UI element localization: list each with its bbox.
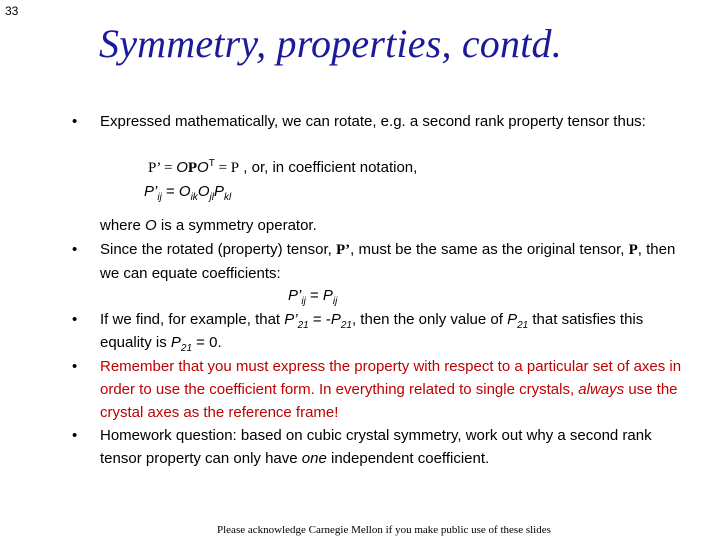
- b5-part1: Homework question: based on cubic crystal symmetry, work out why a second rank tensor property can only have: [100, 427, 652, 467]
- b2-part2: , must be the same as the original tensor,: [350, 241, 629, 258]
- eq1-tensor-p: P: [187, 160, 198, 176]
- where-operator-o: O: [145, 217, 157, 234]
- b5-emph: one: [301, 450, 327, 467]
- bullet-marker: •: [72, 358, 78, 375]
- coefficient-equation: [144, 180, 231, 203]
- b3-p: P: [330, 311, 341, 328]
- eq1-operator-o: O: [176, 159, 188, 176]
- eq1-lhs: P’ =: [148, 160, 177, 176]
- bullet-3-text: [100, 308, 690, 354]
- b3-part3: that satisfies this equality is: [100, 311, 644, 351]
- b3-sub4: 21: [180, 343, 193, 354]
- equate-coefficients-equation: [288, 284, 337, 307]
- b3-p-prime: P’: [284, 311, 298, 328]
- eq1-tail: , or, in coefficient notation,: [239, 159, 418, 176]
- where-suffix: is a symmetry operator.: [156, 217, 317, 234]
- b3-sub2: 21: [340, 320, 352, 331]
- rotation-equation: [148, 156, 417, 180]
- bullet-5-text: [100, 424, 690, 470]
- bullet-marker: •: [72, 311, 78, 328]
- eq2-p: P: [213, 183, 224, 200]
- b3-p2: P: [507, 311, 518, 328]
- eq2-equals: =: [161, 183, 179, 200]
- eq2-o2: O: [197, 183, 210, 200]
- eq2-p-sub: kl: [223, 192, 232, 203]
- eq3-rhs: P: [322, 287, 333, 304]
- where-line: [100, 214, 317, 237]
- b3-sub3: 21: [517, 320, 529, 331]
- eq1-rhs: = P: [214, 160, 240, 176]
- b3-p3: P: [170, 334, 181, 351]
- footer-note: Please acknowledge Carnegie Mellon if you make public use of these slides: [217, 524, 551, 536]
- bullet-1-text: Expressed mathematically, we can rotate, e.g. a second rank property tensor thus:: [100, 113, 646, 130]
- bullet-marker: •: [72, 427, 78, 444]
- b3-mid: = -: [308, 311, 331, 328]
- b2-tensor-p-prime: P’: [335, 242, 351, 258]
- eq2-o1-sub: ik: [190, 192, 198, 203]
- eq2-lhs-sub: ij: [157, 192, 162, 203]
- b4-text: Remember that you must express the property with respect to a particular set of axes in order to use the coefficient form. In everything related to single crystals,: [100, 358, 682, 398]
- eq1-operator-o-transpose: O: [197, 159, 209, 176]
- eq3-lhs-sub: ij: [301, 296, 306, 307]
- eq1-transpose-sup: T: [208, 158, 215, 169]
- bullet-marker: •: [72, 113, 78, 130]
- eq3-lhs: P’: [288, 287, 302, 304]
- b3-sub1: 21: [297, 320, 309, 331]
- b2-part1: Since the rotated (property) tensor,: [100, 241, 336, 258]
- b4-tail: use the crystal axes as the reference frame!: [100, 381, 678, 421]
- bullet-marker: •: [72, 241, 78, 258]
- eq3-equals: =: [305, 287, 323, 304]
- b3-part4: = 0.: [192, 334, 222, 351]
- slide-title: Symmetry, properties, contd.: [99, 21, 562, 66]
- b2-part3: , then we can equate coefficients:: [100, 241, 676, 282]
- bullet-4-text: [100, 355, 690, 424]
- where-prefix: where: [100, 217, 146, 234]
- b3-part2: , then the only value of: [351, 311, 508, 328]
- b3-part1: If we find, for example, that: [100, 311, 285, 328]
- b2-tensor-p: P: [628, 242, 638, 258]
- eq3-rhs-sub: ij: [332, 296, 338, 307]
- b5-part2: independent coefficient.: [326, 450, 490, 467]
- eq2-lhs: P’: [144, 183, 158, 200]
- eq2-o1: O: [178, 183, 191, 200]
- page-number: 33: [5, 4, 19, 18]
- bullet-2-text: [100, 238, 690, 285]
- eq2-o2-sub: jl: [209, 192, 214, 203]
- b4-emph: always: [578, 381, 625, 398]
